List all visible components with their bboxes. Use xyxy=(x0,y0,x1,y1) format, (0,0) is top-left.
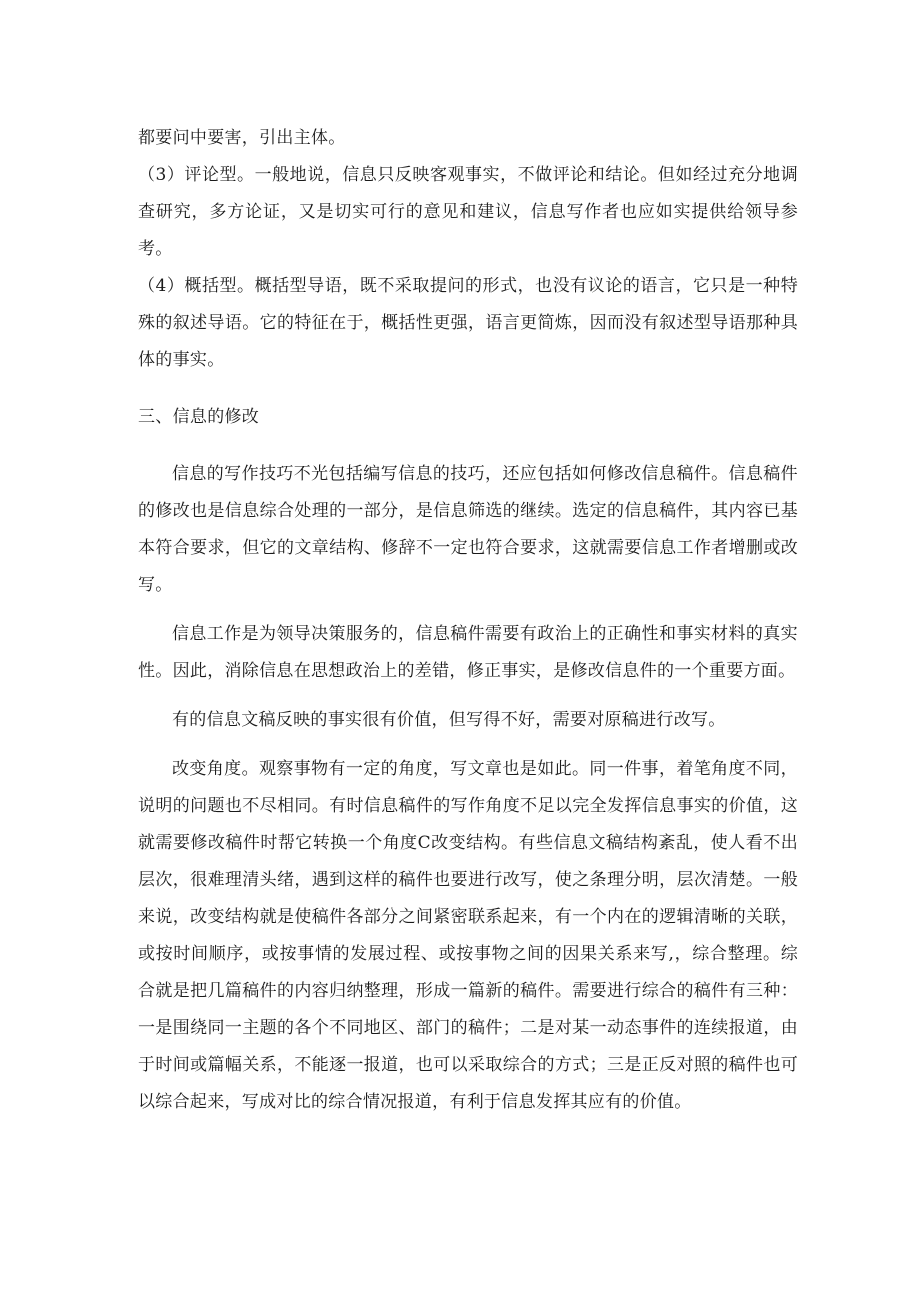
paragraph-commentary-type: （3）评论型。一般地说，信息只反映客观事实，不做评论和结论。但如经过充分地调查研究，多方论证，又是切实可行的意见和建议，信息写作者也应如实提供给领导参考。 xyxy=(138,165,798,259)
paragraph-continuation: 都要问中要害，引出主体。 xyxy=(138,128,346,148)
paragraph-change-angle: 改变角度。观察事物有一定的角度，写文章也是如此。同一件事，着笔角度不同，说明的问题也不尽相同。有时信息稿件的写作角度不足以完全发挥信息事实的价值，这就需要修改稿件时帮它转换一个角度C改变结构。有些信息文稿结构紊乱，使人看不出层次，很难理清头绪，遇到这样的稿件也要进行改写，使之条理分明，层次清楚。一般来说，改变结构就是使稿件各部分之间紧密联系起来，有一个内在的逻辑清晰的关联，或按时间顺序，或按事情的发展过程、或按事物之间的因果关系来写,，综合整理。综合就是把几篇稿件的内容归纳整理，形成一篇新的稿件。需要进行综合的稿件有三种：一是围绕同一主题的各个不同地区、部门的稿件；二是对某一动态事件的连续报道，由于时间或篇幅关系，不能逐一报道，也可以采取综合的方式；三是正反对照的稿件也可以综合起来，写成对比的综合情况报道，有利于信息发挥其应有的价值。 xyxy=(138,759,798,1112)
paragraph-leadership-service: 信息工作是为领导决策服务的，信息稿件需要有政治上的正确性和事实材料的真实性。因此，消除信息在思想政治上的差错，修正事实，是修改信息件的一个重要方面。 xyxy=(138,624,798,681)
document-page xyxy=(138,120,798,1121)
paragraph-summary-type: （4）概括型。概括型导语，既不采取提问的形式，也没有议论的语言，它只是一种特殊的叙述导语。它的特征在于，概括性更强，语言更简炼，因而没有叙述型导语那种具体的事实。 xyxy=(138,276,798,370)
section-heading: 三、信息的修改 xyxy=(138,407,260,427)
paragraph-rewrite-need: 有的信息文稿反映的事实很有价值，但写得不好，需要对原稿进行改写。 xyxy=(172,710,726,730)
paragraph-revision-intro: 信息的写作技巧不光包括编写信息的技巧，还应包括如何修改信息稿件。信息稿件的修改也是信息综合处理的一部分，是信息筛选的继续。选定的信息稿件，其内容已基本符合要求，但它的文章结构、修辞不一定也符合要求，这就需要信息工作者增删或改写。 xyxy=(138,464,798,595)
